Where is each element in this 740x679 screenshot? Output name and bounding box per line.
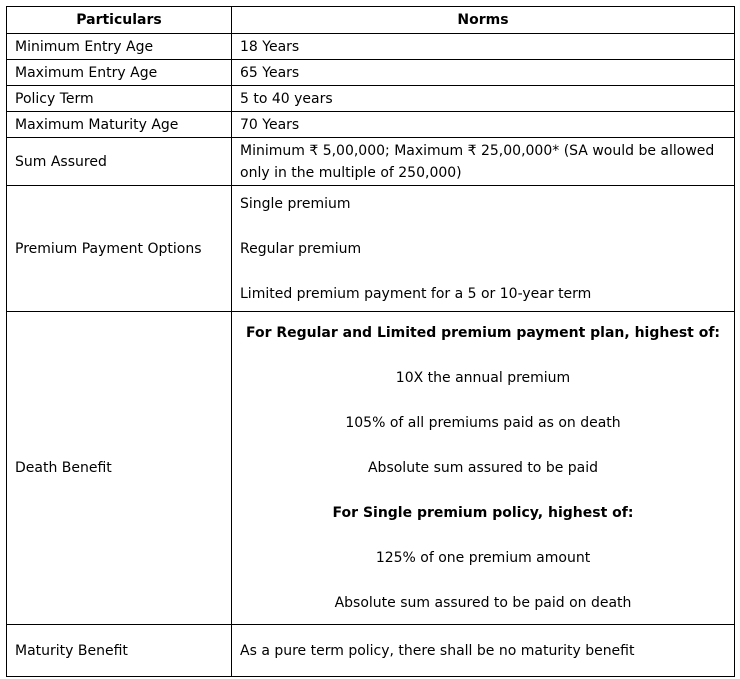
- premium-option: Regular premium: [240, 240, 362, 257]
- table-row: [7, 625, 735, 677]
- particular-cell: Maturity Benefit: [7, 625, 232, 677]
- particular-cell: Death Benefit: [7, 312, 232, 625]
- particular-cell: Sum Assured: [7, 138, 232, 186]
- table-row: [7, 112, 735, 138]
- death-benefit-list: [240, 322, 726, 614]
- norm-cell: 18 Years: [232, 34, 735, 60]
- table-row: [7, 60, 735, 86]
- header-particulars: Particulars: [7, 7, 232, 34]
- norm-cell: As a pure term policy, there shall be no maturity benefit: [232, 625, 735, 677]
- header-norms: Norms: [232, 7, 735, 34]
- premium-options-list: [240, 193, 726, 305]
- norm-cell: [232, 186, 735, 312]
- table-row: [7, 186, 735, 312]
- particular-cell: Maximum Maturity Age: [7, 112, 232, 138]
- norms-table: [6, 6, 735, 677]
- norm-cell: 5 to 40 years: [232, 86, 735, 112]
- death-benefit-item: 10X the annual premium: [395, 370, 571, 386]
- death-benefit-item: Absolute sum assured to be paid on death: [334, 595, 632, 611]
- norm-cell: 65 Years: [232, 60, 735, 86]
- table-row: [7, 34, 735, 60]
- premium-option: Single premium: [240, 195, 351, 212]
- table-row: [7, 312, 735, 625]
- death-benefit-item: 125% of one premium amount: [375, 550, 591, 566]
- particular-cell: Premium Payment Options: [7, 186, 232, 312]
- death-benefit-heading: For Regular and Limited premium payment plan, highest of:: [245, 325, 721, 341]
- particular-cell: Minimum Entry Age: [7, 34, 232, 60]
- particular-cell: Policy Term: [7, 86, 232, 112]
- table-row: [7, 86, 735, 112]
- norm-cell: 70 Years: [232, 112, 735, 138]
- particular-cell: Maximum Entry Age: [7, 60, 232, 86]
- norm-cell: [232, 312, 735, 625]
- death-benefit-item: 105% of all premiums paid as on death: [345, 415, 621, 431]
- norm-cell: Minimum ₹ 5,00,000; Maximum ₹ 25,00,000* (SA would be allowed only in the multiple of 250,000): [232, 138, 735, 186]
- death-benefit-item: Absolute sum assured to be paid: [367, 460, 599, 476]
- death-benefit-heading: For Single premium policy, highest of:: [332, 505, 634, 521]
- table-row: [7, 138, 735, 186]
- header-row: [7, 7, 735, 34]
- premium-option: Limited premium payment for a 5 or 10-year term: [240, 285, 592, 302]
